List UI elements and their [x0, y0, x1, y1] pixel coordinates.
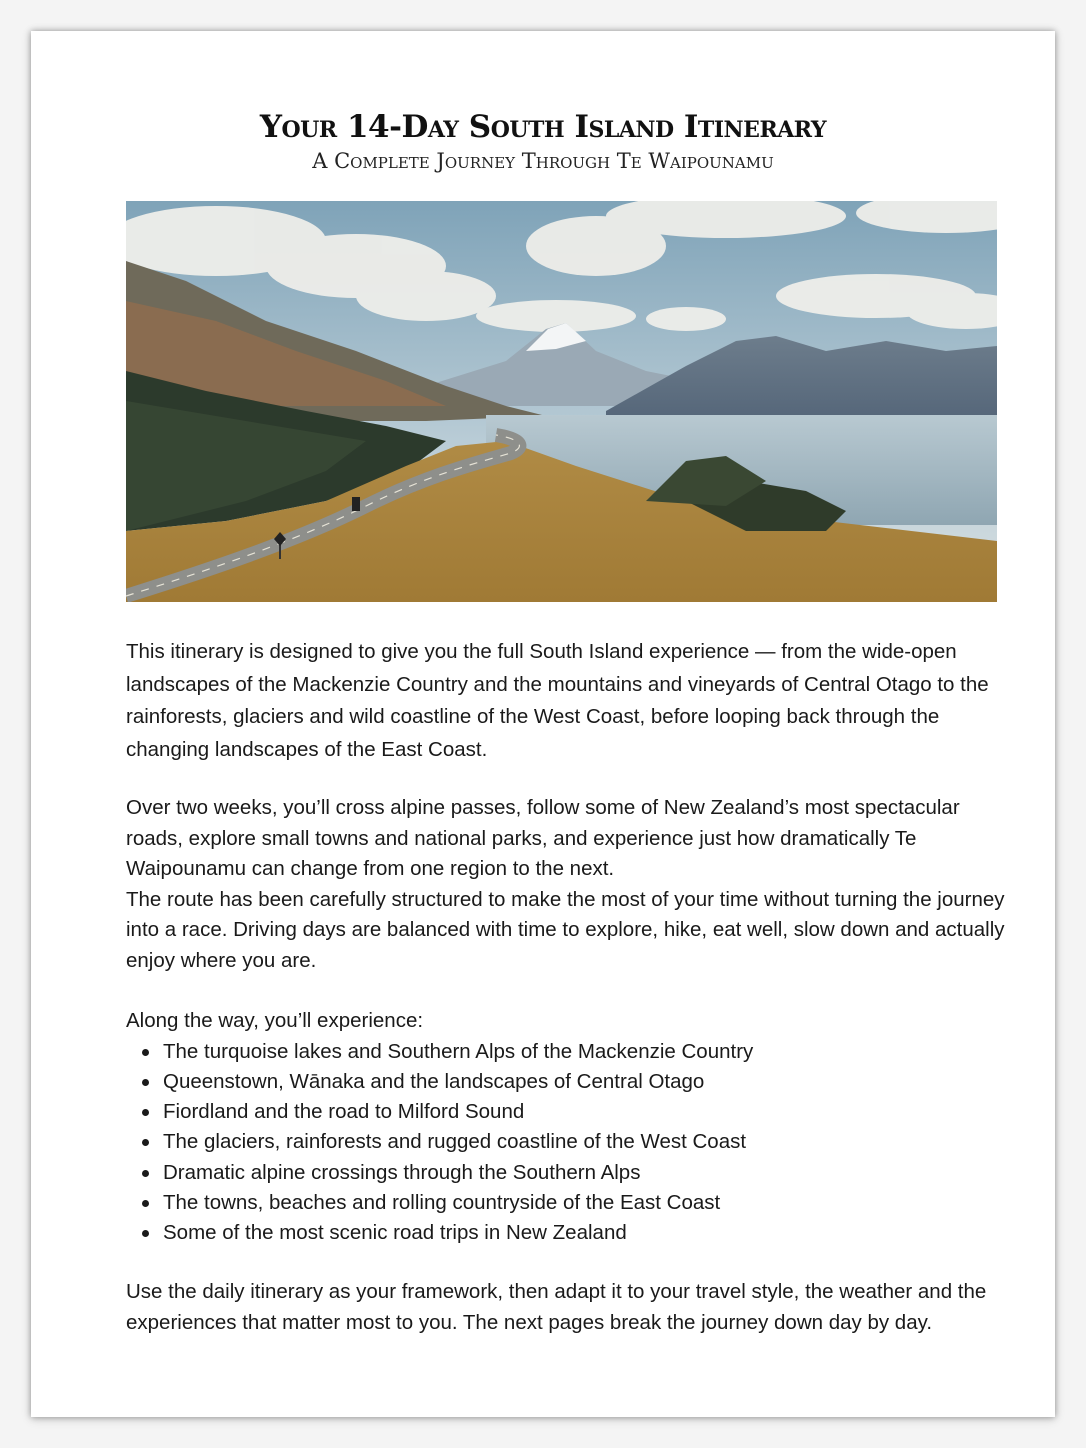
closing-paragraph	[126, 1277, 1006, 1338]
list-item: Dramatic alpine crossings through the Southern Alps	[163, 1158, 1006, 1188]
list-item: The turquoise lakes and Southern Alps of the Mackenzie Country	[163, 1037, 1006, 1067]
intro-paragraph-1	[126, 636, 1006, 766]
document-page	[31, 31, 1055, 1417]
list-item: The glaciers, rainforests and rugged coastline of the West Coast	[163, 1127, 1006, 1157]
list-item: Queenstown, Wānaka and the landscapes of Central Otago	[163, 1067, 1006, 1097]
intro-paragraph-2a-text: Over two weeks, you’ll cross alpine passes, follow some of New Zealand’s most spectacular roads, explore small towns and national parks, and experience just how dramatically Te Waipounamu can change from one region to the next.	[126, 796, 960, 880]
intro-paragraph-1-text: This itinerary is designed to give you the full South Island experience — from the wide-open landscapes of the Mackenzie Country and the mountains and vineyards of Central Otago to the rainforests, glaciers and wild coastline of the West Coast, before looping back through the changing landscapes of the East Coast.	[126, 640, 989, 761]
page-title: Your 14-Day South Island Itinerary	[259, 109, 827, 145]
list-item: Some of the most scenic road trips in New Zealand	[163, 1218, 1006, 1248]
highlights-list	[126, 1037, 1006, 1249]
closing-paragraph-text: Use the daily itinerary as your framework, then adapt it to your travel style, the weather and the experiences that matter most to you. The next pages break the journey down day by day.	[126, 1280, 987, 1334]
intro-paragraph-2	[126, 793, 1006, 976]
list-item: The towns, beaches and rolling countryside of the East Coast	[163, 1188, 1006, 1218]
page-subtitle: A Complete Journey Through Te Waipounamu	[312, 149, 774, 173]
list-item: Fiordland and the road to Milford Sound	[163, 1097, 1006, 1127]
intro-paragraph-2b-text: The route has been carefully structured to make the most of your time without turning the journey into a race. Driving days are balanced with time to explore, hike, eat well, slow down and actually enjoy where you are.	[126, 887, 1005, 972]
highlights-section	[126, 1006, 1006, 1249]
hero-landscape-image	[126, 201, 997, 602]
highlights-heading: Along the way, you’ll experience:	[126, 1009, 424, 1032]
